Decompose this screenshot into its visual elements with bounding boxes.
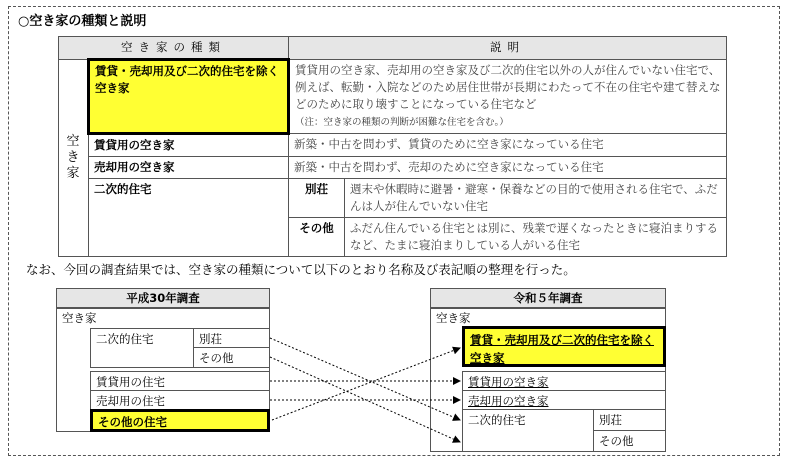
arrow-villa-to-secondary: [270, 338, 460, 420]
type-rental: 賃貸用の空き家: [89, 134, 289, 157]
description-column-header: 説明: [289, 37, 727, 60]
section-heading: ○空き家の種類と説明: [18, 14, 147, 29]
desc-excluded: 賃貸用の空き家、売却用の空き家及び二次的住宅以外の人が住んでいない住宅で、例えば、転勤・入院などのため居住世帯が長期にわたって不在の住宅や建て替えなどのために取り壊すことになっている住宅など （注：空き家の種類の判断が困難な住宅を含む。）: [289, 60, 727, 134]
desc-rental: 新築・中古を問わず、賃貸のために空き家になっている住宅: [289, 134, 727, 157]
desc-villa: 週末や休暇時に避暑・避寒・保養などの目的で使用される住宅で、ふだんは人が住んでいない住宅: [345, 179, 727, 218]
new-sale: 売却用の空き家: [462, 390, 666, 410]
new-secondary: 二次的住宅: [462, 409, 594, 452]
new-survey-title: 令和５年調査: [430, 288, 666, 308]
arrow-other-to-excluded: [272, 348, 460, 420]
type-column-header: 空き家の種類: [59, 37, 289, 60]
type-excluded: 賃貸・売却用及び二次的住宅を除く空き家: [89, 60, 289, 134]
desc-excluded-note: （注：空き家の種類の判断が困難な住宅を含む。）: [295, 117, 509, 128]
type-secondary: 二次的住宅: [89, 179, 289, 257]
old-survey-title: 平成30年調査: [56, 288, 270, 308]
sub-other-label: その他: [289, 218, 345, 257]
side-label: 空き家: [59, 60, 89, 257]
old-root-label: 空き家: [62, 311, 97, 325]
new-other-sub: その他: [593, 430, 666, 452]
old-villa: 別荘: [193, 328, 270, 348]
explanation-paragraph: なお、今回の調査結果では、空き家の種類について以下のとおり名称及び表記順の整理を行った。: [26, 262, 576, 277]
old-other-sub: その他: [193, 347, 270, 368]
new-villa: 別荘: [593, 409, 666, 431]
old-secondary: 二次的住宅: [90, 328, 194, 368]
sub-villa-label: 別荘: [289, 179, 345, 218]
desc-other: ふだん住んでいる住宅とは別に、残業で遅くなったときに寝泊まりするなど、たまに寝泊まりしている人がいる住宅: [345, 218, 727, 257]
old-rental: 賃貸用の住宅: [90, 371, 270, 391]
new-rental: 賃貸用の空き家: [462, 371, 666, 391]
type-sale: 売却用の空き家: [89, 157, 289, 179]
old-other-housing: その他の住宅: [90, 409, 270, 432]
old-sale: 売却用の住宅: [90, 390, 270, 410]
new-root-label: 空き家: [436, 311, 471, 325]
new-excluded: 賃貸・売却用及び二次的住宅を除く空き家: [462, 326, 666, 367]
desc-sale: 新築・中古を問わず、売却のために空き家になっている住宅: [289, 157, 727, 179]
